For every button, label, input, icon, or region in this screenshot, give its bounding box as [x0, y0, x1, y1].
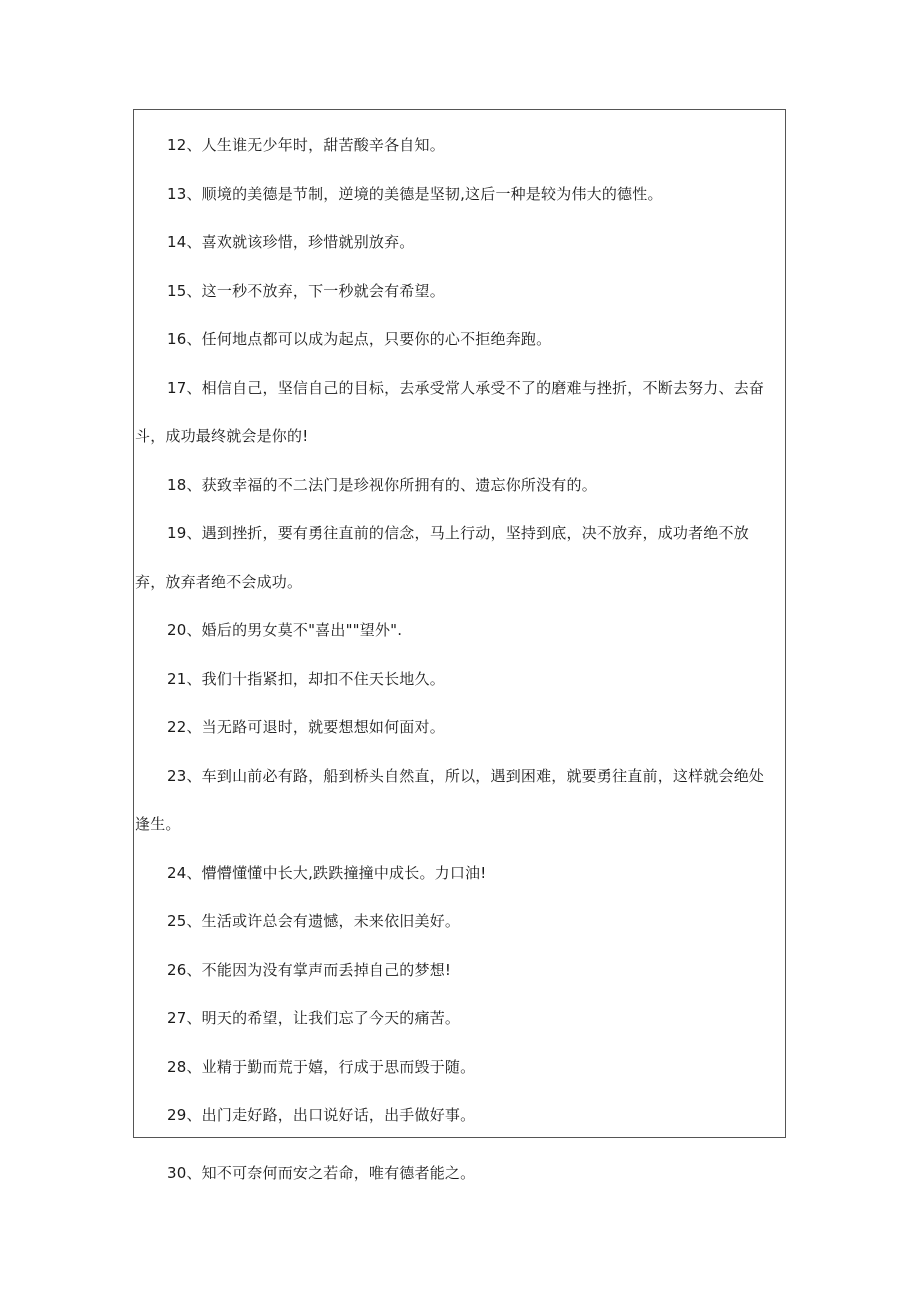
quote-line-19: 19、遇到挫折，要有勇往直前的信念，马上行动，坚持到底，决不放弃，成功者绝不放: [167, 524, 749, 542]
quote-line-23-continued: 逢生。: [135, 815, 181, 833]
quote-line-28: 28、业精于勤而荒于嬉，行成于思而毁于随。: [167, 1058, 476, 1076]
quote-line-16: 16、任何地点都可以成为起点，只要你的心不拒绝奔跑。: [167, 330, 552, 348]
quote-line-13: 13、顺境的美德是节制，逆境的美德是坚韧,这后一种是较为伟大的德性。: [167, 185, 663, 203]
quote-line-12: 12、人生谁无少年时，甜苦酸辛各自知。: [167, 136, 445, 154]
quote-line-19-continued: 弃，放弃者绝不会成功。: [135, 573, 303, 591]
quote-line-26: 26、不能因为没有掌声而丢掉自己的梦想!: [167, 961, 452, 979]
quote-line-29: 29、出门走好路，出口说好话，出手做好事。: [167, 1106, 476, 1124]
quote-line-18: 18、获致幸福的不二法门是珍视你所拥有的、遗忘你所没有的。: [167, 476, 597, 494]
quote-line-25: 25、生活或许总会有遗憾，未来依旧美好。: [167, 912, 461, 930]
quote-line-30: 30、知不可奈何而安之若命，唯有德者能之。: [167, 1164, 476, 1182]
quote-line-27: 27、明天的希望，让我们忘了今天的痛苦。: [167, 1009, 461, 1027]
quote-line-14: 14、喜欢就该珍惜，珍惜就别放弃。: [167, 233, 415, 251]
quote-line-17-continued: 斗，成功最终就会是你的!: [135, 427, 309, 445]
quote-line-17: 17、相信自己，坚信自己的目标，去承受常人承受不了的磨难与挫折，不断去努力、去奋: [167, 379, 765, 397]
quote-line-24: 24、懵懵懂懂中长大,跌跌撞撞中成长。力口油!: [167, 864, 487, 882]
quote-line-22: 22、当无路可退时，就要想想如何面对。: [167, 718, 445, 736]
quote-line-23: 23、车到山前必有路，船到桥头自然直，所以，遇到困难，就要勇往直前，这样就会绝处: [167, 767, 765, 785]
quote-line-20: 20、婚后的男女莫不"喜出""望外".: [167, 621, 403, 639]
quote-line-21: 21、我们十指紧扣，却扣不住天长地久。: [167, 670, 445, 688]
quote-line-15: 15、这一秒不放弃，下一秒就会有希望。: [167, 282, 445, 300]
